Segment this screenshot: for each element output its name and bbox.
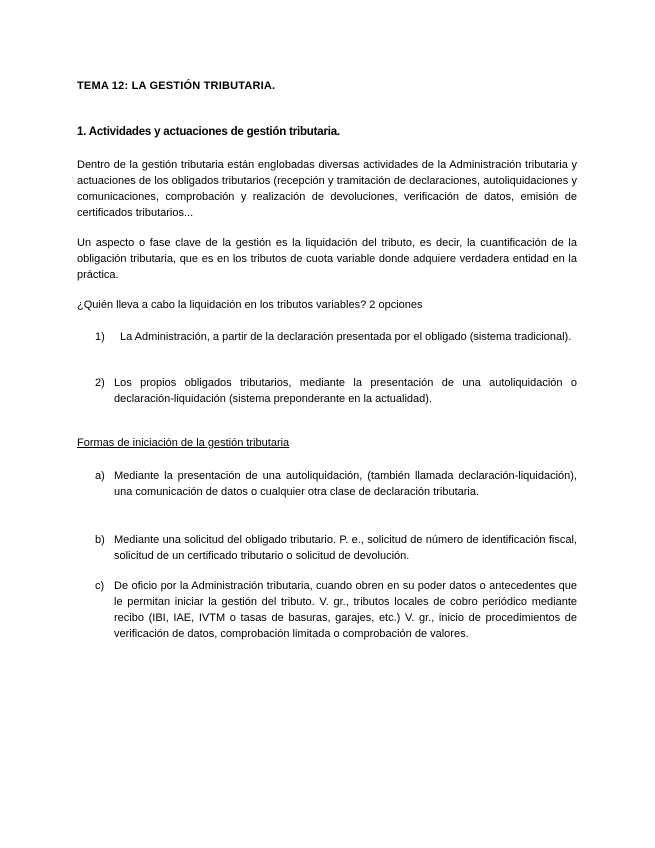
list-item (95, 578, 577, 642)
list-item-text: Mediante una solicitud del obligado tributario. P. e., solicitud de número de identificación fiscal, solicitud de un certificado tributario o solicitud de devolución. (114, 534, 577, 562)
list-item-text: De oficio por la Administración tributaria, cuando obren en su poder datos o antecedentes que le permitan iniciar la gestión del tributo. V. gr., tributos locales de cobro periódico mediante recibo (IBI, IAE, IVTM o tasas de basuras, garajes, etc.) V. gr., inicio de procedimientos de verificación de datos, comprobación limitada o comprobación de valores. (114, 580, 577, 640)
list-item (95, 375, 577, 407)
section-title-underlined: Formas de iniciación de la gestión tributaria (77, 437, 290, 449)
paragraph-question: ¿Quién lleva a cabo la liquidación en los tributos variables? 2 opciones (77, 299, 423, 311)
list-marker: a) (95, 470, 105, 482)
list-item (95, 329, 577, 345)
list-item-text: La Administración, a partir de la declaración presentada por el obligado (sistema tradicional). (120, 331, 572, 343)
list-item-text: Los propios obligados tributarios, mediante la presentación de una autoliquidación o declaración-liquidación (sistema preponderante en la actualidad). (114, 377, 577, 405)
list-marker: 2) (95, 377, 105, 389)
paragraph-activities: Dentro de la gestión tributaria están englobadas diversas actividades de la Administración tributaria y actuaciones de los obligados tributarios (recepción y tramitación de declaraciones, autoliquidaciones y comunicaciones, comprobación y realización de devoluciones, verificación de datos, emisión de certificados tributarios... (77, 159, 577, 219)
paragraph-liquidation: Un aspecto o fase clave de la gestión es la liquidación del tributo, es decir, la cuantificación de la obligación tributaria, que es en los tributos de cuota variable donde adquiere verdadera entidad en la práctica. (77, 237, 577, 281)
list-item-text: Mediante la presentación de una autoliquidación, (también llamada declaración-liquidación), una comunicación de datos o cualquier otra clase de declaración tributaria. (114, 470, 577, 498)
section-heading: 1. Actividades y actuaciones de gestión tributaria. (77, 126, 340, 138)
list-marker: c) (95, 580, 105, 592)
document-title: TEMA 12: LA GESTIÓN TRIBUTARIA. (77, 80, 276, 92)
list-item (95, 468, 577, 500)
list-marker: 1) (95, 331, 105, 343)
list-marker: b) (95, 534, 105, 546)
list-item (95, 532, 577, 564)
